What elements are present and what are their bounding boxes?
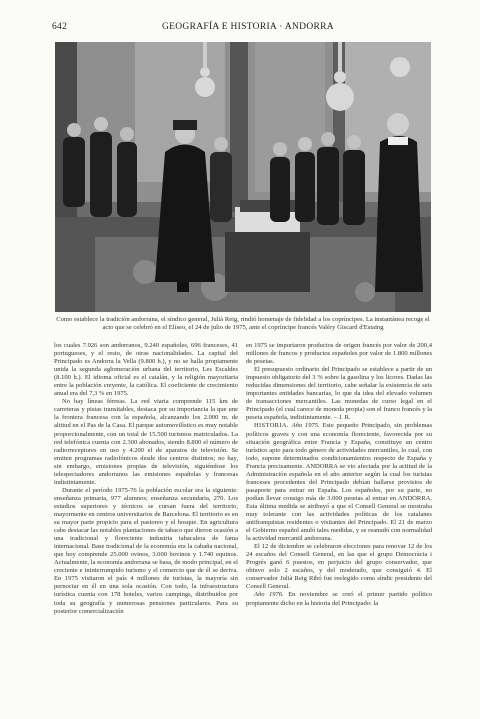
photo-caption: Como establece la tradición andorrana, el síndico general, Julià Reig, rindió homenaje de fidelidad a los copríncipes. La instantánea recoge el acto que se celebró en el Elíseo, el 24 de julio de 1975, ante el copríncipe francés Valéry Giscard d'Estaing <box>56 316 430 331</box>
paragraph: en 1975 se importaron productos de origen francés por valor de 200,4 millones de francos y productos españoles por valor de 1.800 millones de pesetas. <box>246 342 432 366</box>
running-title: GEOGRAFÍA E HISTORIA · ANDORRA <box>162 22 334 32</box>
ceremony-photo <box>55 42 431 312</box>
paragraph-1976 <box>246 591 432 607</box>
year-label: Año 1975. <box>291 422 320 430</box>
paragraph: El 12 de diciembre se celebraron elecciones para renovar 12 de los 24 escaños del Consell General, en las que el grupo Democràcia i Progrés ganó 6 puestos, en perjuicio del grupo conservador, que obtuvo solo 2 escaños, y del moderado, que consiguió 4. El conservador Julià Reig Ribó fue reelegido como síndic presidente del Consell General. <box>246 543 432 591</box>
history-paragraph <box>246 422 432 543</box>
text-column-right <box>246 342 432 608</box>
paragraph: El presupuesto ordinario del Principado se establece a partir de un impuesto obligatorio del 3 % sobre la gasolina y los licores. Dadas las reducidas dimensiones del territorio, cabe señalar la existencia de seis importantes entidades bancarias, lo que da idea del elevado volumen de transacciones mercantiles. Las monedas de curso legal en el Principado (el cual carece de moneda propia) son el franco francés y la peseta española, indistintamente. – J. R. <box>246 366 432 422</box>
paragraph-text: Este pequeño Principado, sin problemas políticos graves y con una economía floreciente, favorecida por su situación geográfica entre Francia y España, constituye un centro turístico apto para todo género de actividades mercantiles, lo cual, con todo, supone determinados condicionamientos respecto de España y Francia precisamente. ANDORRA se vio afectada por la actitud de la Administración española en el año anterior según la cual los turistas franceses procedentes del Principado debían hallarse provistos de pasaporte para entrar en España. Los españoles, por su parte, no podían llevar consigo más de 3.000 pesetas al entrar en ANDORRA. Esta última medida se atribuyó a que el Consell General se mostraba muy tolerante con las actividades políticas de los catalanes antifranquistas residentes o visitantes del Principado. El 21 de marzo el Gobierno español anuló tales medidas, y se reanudó con normalidad la actividad mercantil andorrana. <box>246 422 432 543</box>
paragraph-text: En noviembre se creó el primer partido político propiamente dicho en la historia del Principado: la <box>246 591 433 607</box>
year-label: Año 1976. <box>254 591 284 599</box>
paragraph: No hay líneas férreas. La red viaria comprende 115 km de carreteras y pistas transitables, destaca por su importancia la que une la frontera francesa con la española, alcanzando los 2.000 m. de altitud en el Pas de la Casa. El parque automovilístico es muy notable proporcionalmente, con un total de 15.500 turismos matriculados. La red telefónica cuenta con 2.300 abonados, siendo 8.800 el número de radiorreceptores en uso y 4.200 el de aparatos de televisión. Se emiten programas radiofónicos desde dos centros distintos; no hay, sin embargo, emisiones propias de televisión, siguiéndose los telespectadores andorranos las emisiones españolas y francesas indistintamente. <box>54 398 238 486</box>
page-number: 642 <box>52 22 68 32</box>
paragraph: los cuales 7.926 son andorranos, 9.240 españoles, 696 franceses, 41 portugueses, y el resto, de otras nacionalidades. La capital del Principado es Andorra la Vella (9.800 h.), y no se halla propiamente unida la segunda aglomeración urbana del territorio, Les Escaldes (8.100 h.). El idioma oficial es el catalán, y la religión mayoritaria entre la población creyente, la católica. El coeficiente de crecimiento anual era del 7,3 % en 1975. <box>54 342 238 398</box>
section-label: HISTORIA. <box>254 422 289 430</box>
paragraph: Durante el período 1975-76 la población escolar era la siguiente: enseñanza primaria, 977 alumnos; enseñanza secundaria, 270. Los estudios superiores y técnicos se cursan fuera del territorio, mayormente en centros universitarios de Barcelona. El territorio es en su mayor parte propicio para el pastoreo y el bosque. En agricultura cabe destacar las notables plantaciones de tabaco que dieron ocasión a una tradicional y floreciente industria tabacalera de fama internacional. Base tradicional de la economía era la cabaña nacional, que hoy comprende 25.000 ovinos, 3.000 bovinos y 1.740 equinos. Actualmente, la economía andorrana se basa, de modo principal, en el creciente e ininterrumpido turismo y el comercio que de él se deriva. En 1975 visitaron el país 4 millones de turistas, la mayoría sin pernoctar en él en una sola ocasión. Con todo, la infraestructura turística cuenta con 178 hoteles, varios campings, distribuidos por toda su geografía y numerosas pensiones particulares. Para su posterior comercialización <box>54 486 238 615</box>
text-column-left <box>54 342 238 616</box>
page-header <box>52 22 428 36</box>
